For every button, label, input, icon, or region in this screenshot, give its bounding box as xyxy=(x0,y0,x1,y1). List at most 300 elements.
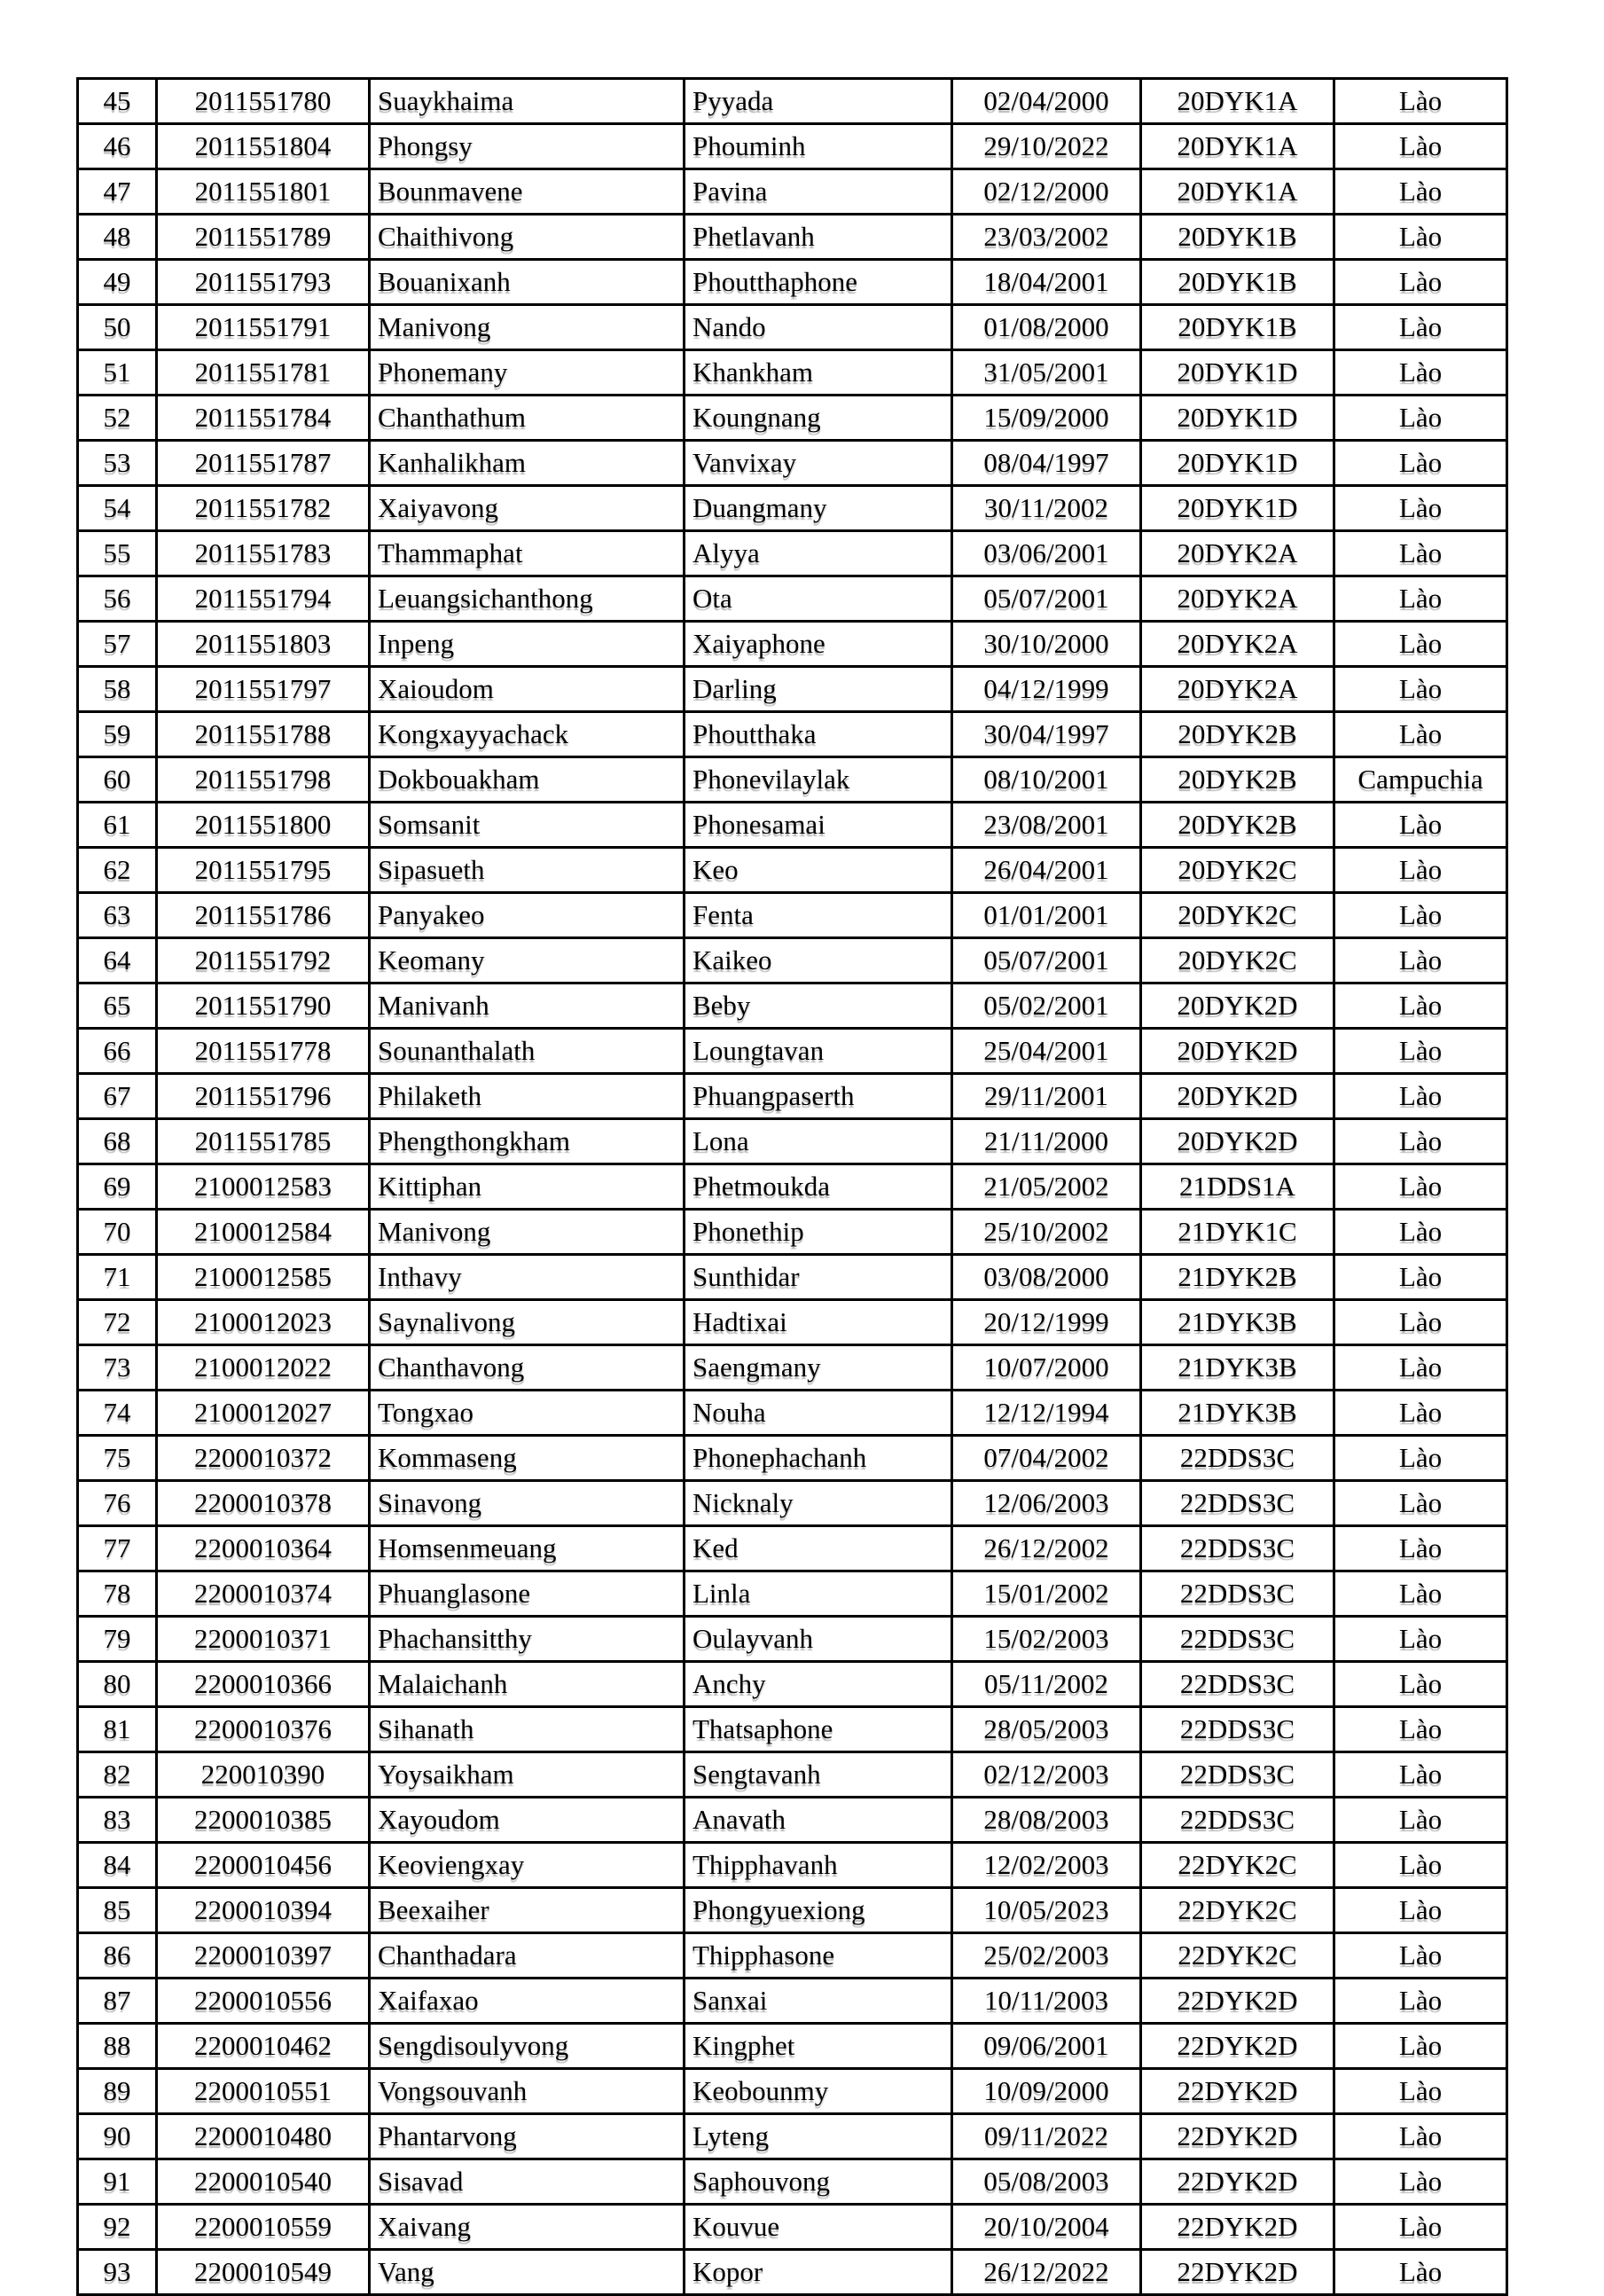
row-number-cell: 62 xyxy=(78,848,157,893)
given-name-cell: Kouvue xyxy=(685,2205,952,2250)
surname-cell: Xayoudom xyxy=(370,1798,685,1843)
date-of-birth-cell: 07/04/2002 xyxy=(952,1436,1141,1481)
surname-cell: Kongxayyachack xyxy=(370,712,685,757)
nationality-cell: Lào xyxy=(1334,1707,1507,1752)
date-of-birth-cell: 03/08/2000 xyxy=(952,1255,1141,1300)
table-row xyxy=(78,2205,1507,2250)
given-name-cell: Phoutthaka xyxy=(685,712,952,757)
row-number-cell: 60 xyxy=(78,757,157,803)
surname-cell: Leuangsichanthong xyxy=(370,576,685,622)
class-code-cell: 21DYK3B xyxy=(1141,1345,1334,1391)
class-code-cell: 22DDS3C xyxy=(1141,1662,1334,1707)
surname-cell: Keomany xyxy=(370,938,685,983)
surname-cell: Chanthavong xyxy=(370,1345,685,1391)
date-of-birth-cell: 02/04/2000 xyxy=(952,79,1141,124)
given-name-cell: Phoutthaphone xyxy=(685,260,952,305)
row-number-cell: 69 xyxy=(78,1164,157,1210)
row-number-cell: 91 xyxy=(78,2159,157,2205)
class-code-cell: 20DYK2C xyxy=(1141,938,1334,983)
table-row xyxy=(78,1526,1507,1571)
nationality-cell: Lào xyxy=(1334,2069,1507,2114)
class-code-cell: 22DDS3C xyxy=(1141,1571,1334,1617)
student-id-cell: 2200010364 xyxy=(157,1526,370,1571)
date-of-birth-cell: 09/11/2022 xyxy=(952,2114,1141,2159)
table-row xyxy=(78,1210,1507,1255)
given-name-cell: Pavina xyxy=(685,169,952,215)
given-name-cell: Duangmany xyxy=(685,486,952,531)
table-row xyxy=(78,305,1507,350)
row-number-cell: 70 xyxy=(78,1210,157,1255)
nationality-cell: Lào xyxy=(1334,848,1507,893)
table-row xyxy=(78,1798,1507,1843)
table-row xyxy=(78,848,1507,893)
table-row xyxy=(78,2250,1507,2295)
nationality-cell: Lào xyxy=(1334,1255,1507,1300)
table-row xyxy=(78,79,1507,124)
row-number-cell: 78 xyxy=(78,1571,157,1617)
row-number-cell: 66 xyxy=(78,1029,157,1074)
surname-cell: Sengdisoulyvong xyxy=(370,2024,685,2069)
class-code-cell: 22DDS3C xyxy=(1141,1798,1334,1843)
row-number-cell: 88 xyxy=(78,2024,157,2069)
date-of-birth-cell: 10/05/2023 xyxy=(952,1888,1141,1933)
date-of-birth-cell: 23/03/2002 xyxy=(952,215,1141,260)
class-code-cell: 21DYK1C xyxy=(1141,1210,1334,1255)
surname-cell: Chanthadara xyxy=(370,1933,685,1979)
class-code-cell: 22DYK2C xyxy=(1141,1843,1334,1888)
surname-cell: Phantarvong xyxy=(370,2114,685,2159)
surname-cell: Kittiphan xyxy=(370,1164,685,1210)
given-name-cell: Phonephachanh xyxy=(685,1436,952,1481)
surname-cell: Chanthathum xyxy=(370,396,685,441)
given-name-cell: Phuangpaserth xyxy=(685,1074,952,1119)
surname-cell: Malaichanh xyxy=(370,1662,685,1707)
class-code-cell: 20DYK1B xyxy=(1141,215,1334,260)
date-of-birth-cell: 08/10/2001 xyxy=(952,757,1141,803)
table-row xyxy=(78,576,1507,622)
class-code-cell: 20DYK2D xyxy=(1141,983,1334,1029)
given-name-cell: Phonesamai xyxy=(685,803,952,848)
date-of-birth-cell: 30/04/1997 xyxy=(952,712,1141,757)
table-row xyxy=(78,260,1507,305)
row-number-cell: 79 xyxy=(78,1617,157,1662)
student-id-cell: 2011551800 xyxy=(157,803,370,848)
class-code-cell: 20DYK1B xyxy=(1141,260,1334,305)
student-id-cell: 2011551794 xyxy=(157,576,370,622)
row-number-cell: 90 xyxy=(78,2114,157,2159)
table-row xyxy=(78,531,1507,576)
given-name-cell: Beby xyxy=(685,983,952,1029)
date-of-birth-cell: 02/12/2000 xyxy=(952,169,1141,215)
given-name-cell: Phonethip xyxy=(685,1210,952,1255)
nationality-cell: Lào xyxy=(1334,712,1507,757)
date-of-birth-cell: 28/08/2003 xyxy=(952,1798,1141,1843)
surname-cell: Manivong xyxy=(370,305,685,350)
given-name-cell: Sengtavanh xyxy=(685,1752,952,1798)
given-name-cell: Khankham xyxy=(685,350,952,396)
surname-cell: Kanhalikham xyxy=(370,441,685,486)
given-name-cell: Phetmoukda xyxy=(685,1164,952,1210)
surname-cell: Suaykhaima xyxy=(370,79,685,124)
date-of-birth-cell: 25/10/2002 xyxy=(952,1210,1141,1255)
table-row xyxy=(78,2069,1507,2114)
surname-cell: Saynalivong xyxy=(370,1300,685,1345)
row-number-cell: 47 xyxy=(78,169,157,215)
row-number-cell: 61 xyxy=(78,803,157,848)
surname-cell: Phengthongkham xyxy=(370,1119,685,1164)
row-number-cell: 46 xyxy=(78,124,157,169)
row-number-cell: 63 xyxy=(78,893,157,938)
table-row xyxy=(78,1164,1507,1210)
student-id-cell: 2100012583 xyxy=(157,1164,370,1210)
student-id-cell: 2200010366 xyxy=(157,1662,370,1707)
class-code-cell: 22DYK2C xyxy=(1141,1933,1334,1979)
nationality-cell: Lào xyxy=(1334,1798,1507,1843)
nationality-cell: Lào xyxy=(1334,1210,1507,1255)
class-code-cell: 20DYK2A xyxy=(1141,622,1334,667)
student-id-cell: 2200010376 xyxy=(157,1707,370,1752)
student-id-cell: 2011551787 xyxy=(157,441,370,486)
row-number-cell: 51 xyxy=(78,350,157,396)
date-of-birth-cell: 05/02/2001 xyxy=(952,983,1141,1029)
nationality-cell: Lào xyxy=(1334,1300,1507,1345)
nationality-cell: Lào xyxy=(1334,1345,1507,1391)
table-row xyxy=(78,1481,1507,1526)
row-number-cell: 83 xyxy=(78,1798,157,1843)
class-code-cell: 22DDS3C xyxy=(1141,1481,1334,1526)
student-id-cell: 2200010480 xyxy=(157,2114,370,2159)
given-name-cell: Kingphet xyxy=(685,2024,952,2069)
class-code-cell: 22DYK2C xyxy=(1141,1888,1334,1933)
student-id-cell: 2200010378 xyxy=(157,1481,370,1526)
student-id-cell: 2100012023 xyxy=(157,1300,370,1345)
class-code-cell: 21DYK2B xyxy=(1141,1255,1334,1300)
nationality-cell: Lào xyxy=(1334,79,1507,124)
given-name-cell: Fenta xyxy=(685,893,952,938)
given-name-cell: Keo xyxy=(685,848,952,893)
date-of-birth-cell: 12/02/2003 xyxy=(952,1843,1141,1888)
class-code-cell: 20DYK2B xyxy=(1141,712,1334,757)
table-row xyxy=(78,1979,1507,2024)
row-number-cell: 89 xyxy=(78,2069,157,2114)
table-row xyxy=(78,1571,1507,1617)
surname-cell: Bouanixanh xyxy=(370,260,685,305)
surname-cell: Xaifaxao xyxy=(370,1979,685,2024)
row-number-cell: 82 xyxy=(78,1752,157,1798)
nationality-cell: Lào xyxy=(1334,622,1507,667)
class-code-cell: 20DYK1A xyxy=(1141,169,1334,215)
nationality-cell: Lào xyxy=(1334,1662,1507,1707)
nationality-cell: Lào xyxy=(1334,1933,1507,1979)
row-number-cell: 54 xyxy=(78,486,157,531)
row-number-cell: 85 xyxy=(78,1888,157,1933)
student-id-cell: 2011551786 xyxy=(157,893,370,938)
table-row xyxy=(78,1662,1507,1707)
table-row xyxy=(78,2159,1507,2205)
student-id-cell: 2011551784 xyxy=(157,396,370,441)
nationality-cell: Lào xyxy=(1334,1888,1507,1933)
table-row xyxy=(78,1391,1507,1436)
nationality-cell: Lào xyxy=(1334,305,1507,350)
table-row xyxy=(78,350,1507,396)
student-id-cell: 2100012022 xyxy=(157,1345,370,1391)
surname-cell: Inthavy xyxy=(370,1255,685,1300)
nationality-cell: Lào xyxy=(1334,124,1507,169)
date-of-birth-cell: 25/02/2003 xyxy=(952,1933,1141,1979)
given-name-cell: Anchy xyxy=(685,1662,952,1707)
table-row xyxy=(78,1074,1507,1119)
row-number-cell: 74 xyxy=(78,1391,157,1436)
surname-cell: Homsenmeuang xyxy=(370,1526,685,1571)
student-id-cell: 2011551780 xyxy=(157,79,370,124)
table-row xyxy=(78,938,1507,983)
student-id-cell: 2200010394 xyxy=(157,1888,370,1933)
class-code-cell: 22DYK2D xyxy=(1141,1979,1334,2024)
table-row xyxy=(78,1300,1507,1345)
nationality-cell: Lào xyxy=(1334,350,1507,396)
row-number-cell: 64 xyxy=(78,938,157,983)
surname-cell: Inpeng xyxy=(370,622,685,667)
row-number-cell: 59 xyxy=(78,712,157,757)
surname-cell: Sisavad xyxy=(370,2159,685,2205)
table-row xyxy=(78,1119,1507,1164)
surname-cell: Thammaphat xyxy=(370,531,685,576)
date-of-birth-cell: 15/01/2002 xyxy=(952,1571,1141,1617)
nationality-cell: Lào xyxy=(1334,1029,1507,1074)
nationality-cell: Lào xyxy=(1334,893,1507,938)
student-id-cell: 2100012585 xyxy=(157,1255,370,1300)
student-id-cell: 2011551788 xyxy=(157,712,370,757)
table-row xyxy=(78,1617,1507,1662)
row-number-cell: 49 xyxy=(78,260,157,305)
table-row xyxy=(78,169,1507,215)
student-id-cell: 2200010374 xyxy=(157,1571,370,1617)
given-name-cell: Phouminh xyxy=(685,124,952,169)
given-name-cell: Sanxai xyxy=(685,1979,952,2024)
date-of-birth-cell: 08/04/1997 xyxy=(952,441,1141,486)
row-number-cell: 71 xyxy=(78,1255,157,1300)
surname-cell: Beexaiher xyxy=(370,1888,685,1933)
surname-cell: Somsanit xyxy=(370,803,685,848)
class-code-cell: 21DYK3B xyxy=(1141,1300,1334,1345)
class-code-cell: 20DYK2C xyxy=(1141,848,1334,893)
given-name-cell: Saengmany xyxy=(685,1345,952,1391)
surname-cell: Tongxao xyxy=(370,1391,685,1436)
surname-cell: Chaithivong xyxy=(370,215,685,260)
surname-cell: Yoysaikham xyxy=(370,1752,685,1798)
nationality-cell: Lào xyxy=(1334,1391,1507,1436)
surname-cell: Bounmavene xyxy=(370,169,685,215)
nationality-cell: Lào xyxy=(1334,1164,1507,1210)
date-of-birth-cell: 26/12/2002 xyxy=(952,1526,1141,1571)
nationality-cell: Lào xyxy=(1334,938,1507,983)
nationality-cell: Campuchia xyxy=(1334,757,1507,803)
date-of-birth-cell: 01/08/2000 xyxy=(952,305,1141,350)
given-name-cell: Kopor xyxy=(685,2250,952,2295)
student-id-cell: 2200010397 xyxy=(157,1933,370,1979)
date-of-birth-cell: 25/04/2001 xyxy=(952,1029,1141,1074)
given-name-cell: Anavath xyxy=(685,1798,952,1843)
date-of-birth-cell: 30/10/2000 xyxy=(952,622,1141,667)
date-of-birth-cell: 21/05/2002 xyxy=(952,1164,1141,1210)
nationality-cell: Lào xyxy=(1334,486,1507,531)
class-code-cell: 20DYK1D xyxy=(1141,396,1334,441)
given-name-cell: Ked xyxy=(685,1526,952,1571)
given-name-cell: Thipphavanh xyxy=(685,1843,952,1888)
nationality-cell: Lào xyxy=(1334,2024,1507,2069)
student-roster-table xyxy=(76,77,1508,2296)
surname-cell: Sounanthalath xyxy=(370,1029,685,1074)
nationality-cell: Lào xyxy=(1334,260,1507,305)
given-name-cell: Vanvixay xyxy=(685,441,952,486)
given-name-cell: Koungnang xyxy=(685,396,952,441)
class-code-cell: 20DYK1A xyxy=(1141,79,1334,124)
given-name-cell: Nando xyxy=(685,305,952,350)
given-name-cell: Thatsaphone xyxy=(685,1707,952,1752)
class-code-cell: 20DYK1D xyxy=(1141,350,1334,396)
student-id-cell: 2011551791 xyxy=(157,305,370,350)
row-number-cell: 93 xyxy=(78,2250,157,2295)
class-code-cell: 22DYK2D xyxy=(1141,2205,1334,2250)
table-row xyxy=(78,2114,1507,2159)
date-of-birth-cell: 12/06/2003 xyxy=(952,1481,1141,1526)
row-number-cell: 55 xyxy=(78,531,157,576)
date-of-birth-cell: 30/11/2002 xyxy=(952,486,1141,531)
class-code-cell: 20DYK1B xyxy=(1141,305,1334,350)
class-code-cell: 22DYK2D xyxy=(1141,2114,1334,2159)
nationality-cell: Lào xyxy=(1334,1436,1507,1481)
class-code-cell: 22DYK2D xyxy=(1141,2159,1334,2205)
given-name-cell: Phongyuexiong xyxy=(685,1888,952,1933)
date-of-birth-cell: 20/10/2004 xyxy=(952,2205,1141,2250)
table-row xyxy=(78,1752,1507,1798)
class-code-cell: 20DYK2B xyxy=(1141,757,1334,803)
surname-cell: Xaioudom xyxy=(370,667,685,712)
given-name-cell: Linla xyxy=(685,1571,952,1617)
row-number-cell: 75 xyxy=(78,1436,157,1481)
given-name-cell: Loungtavan xyxy=(685,1029,952,1074)
student-id-cell: 2011551785 xyxy=(157,1119,370,1164)
table-row xyxy=(78,215,1507,260)
date-of-birth-cell: 05/07/2001 xyxy=(952,938,1141,983)
nationality-cell: Lào xyxy=(1334,576,1507,622)
table-row xyxy=(78,803,1507,848)
row-number-cell: 81 xyxy=(78,1707,157,1752)
nationality-cell: Lào xyxy=(1334,803,1507,848)
nationality-cell: Lào xyxy=(1334,169,1507,215)
date-of-birth-cell: 10/11/2003 xyxy=(952,1979,1141,2024)
student-id-cell: 2200010462 xyxy=(157,2024,370,2069)
surname-cell: Manivanh xyxy=(370,983,685,1029)
date-of-birth-cell: 15/09/2000 xyxy=(952,396,1141,441)
row-number-cell: 73 xyxy=(78,1345,157,1391)
student-id-cell: 2100012584 xyxy=(157,1210,370,1255)
table-row xyxy=(78,622,1507,667)
date-of-birth-cell: 02/12/2003 xyxy=(952,1752,1141,1798)
date-of-birth-cell: 12/12/1994 xyxy=(952,1391,1141,1436)
table-row xyxy=(78,983,1507,1029)
given-name-cell: Phetlavanh xyxy=(685,215,952,260)
class-code-cell: 22DYK2D xyxy=(1141,2024,1334,2069)
row-number-cell: 72 xyxy=(78,1300,157,1345)
nationality-cell: Lào xyxy=(1334,396,1507,441)
surname-cell: Keoviengxay xyxy=(370,1843,685,1888)
student-id-cell: 2011551792 xyxy=(157,938,370,983)
date-of-birth-cell: 20/12/1999 xyxy=(952,1300,1141,1345)
surname-cell: Philaketh xyxy=(370,1074,685,1119)
student-id-cell: 2011551797 xyxy=(157,667,370,712)
class-code-cell: 20DYK2A xyxy=(1141,531,1334,576)
nationality-cell: Lào xyxy=(1334,983,1507,1029)
date-of-birth-cell: 29/11/2001 xyxy=(952,1074,1141,1119)
student-id-cell: 2200010371 xyxy=(157,1617,370,1662)
given-name-cell: Saphouvong xyxy=(685,2159,952,2205)
table-row xyxy=(78,667,1507,712)
row-number-cell: 86 xyxy=(78,1933,157,1979)
student-id-cell: 2011551795 xyxy=(157,848,370,893)
nationality-cell: Lào xyxy=(1334,2205,1507,2250)
date-of-birth-cell: 31/05/2001 xyxy=(952,350,1141,396)
given-name-cell: Phonevilaylak xyxy=(685,757,952,803)
student-id-cell: 2011551796 xyxy=(157,1074,370,1119)
student-id-cell: 2011551793 xyxy=(157,260,370,305)
date-of-birth-cell: 15/02/2003 xyxy=(952,1617,1141,1662)
surname-cell: Vongsouvanh xyxy=(370,2069,685,2114)
class-code-cell: 22DDS3C xyxy=(1141,1707,1334,1752)
row-number-cell: 76 xyxy=(78,1481,157,1526)
nationality-cell: Lào xyxy=(1334,1119,1507,1164)
surname-cell: Phongsy xyxy=(370,124,685,169)
given-name-cell: Xaiyaphone xyxy=(685,622,952,667)
class-code-cell: 20DYK2D xyxy=(1141,1119,1334,1164)
date-of-birth-cell: 03/06/2001 xyxy=(952,531,1141,576)
row-number-cell: 87 xyxy=(78,1979,157,2024)
date-of-birth-cell: 05/07/2001 xyxy=(952,576,1141,622)
nationality-cell: Lào xyxy=(1334,1571,1507,1617)
given-name-cell: Hadtixai xyxy=(685,1300,952,1345)
table-row xyxy=(78,124,1507,169)
nationality-cell: Lào xyxy=(1334,531,1507,576)
surname-cell: Sipasueth xyxy=(370,848,685,893)
student-id-cell: 2011551782 xyxy=(157,486,370,531)
student-id-cell: 2200010372 xyxy=(157,1436,370,1481)
table-row xyxy=(78,1345,1507,1391)
table-row xyxy=(78,893,1507,938)
student-id-cell: 2200010385 xyxy=(157,1798,370,1843)
student-id-cell: 2011551783 xyxy=(157,531,370,576)
student-id-cell: 2200010556 xyxy=(157,1979,370,2024)
row-number-cell: 80 xyxy=(78,1662,157,1707)
given-name-cell: Nouha xyxy=(685,1391,952,1436)
table-row xyxy=(78,1843,1507,1888)
row-number-cell: 68 xyxy=(78,1119,157,1164)
date-of-birth-cell: 05/11/2002 xyxy=(952,1662,1141,1707)
nationality-cell: Lào xyxy=(1334,1752,1507,1798)
nationality-cell: Lào xyxy=(1334,1979,1507,2024)
nationality-cell: Lào xyxy=(1334,1617,1507,1662)
row-number-cell: 53 xyxy=(78,441,157,486)
student-id-cell: 2100012027 xyxy=(157,1391,370,1436)
surname-cell: Manivong xyxy=(370,1210,685,1255)
nationality-cell: Lào xyxy=(1334,215,1507,260)
student-id-cell: 2200010456 xyxy=(157,1843,370,1888)
nationality-cell: Lào xyxy=(1334,2114,1507,2159)
table-row xyxy=(78,441,1507,486)
surname-cell: Xaiyavong xyxy=(370,486,685,531)
date-of-birth-cell: 01/01/2001 xyxy=(952,893,1141,938)
student-id-cell: 2011551790 xyxy=(157,983,370,1029)
table-row xyxy=(78,1436,1507,1481)
